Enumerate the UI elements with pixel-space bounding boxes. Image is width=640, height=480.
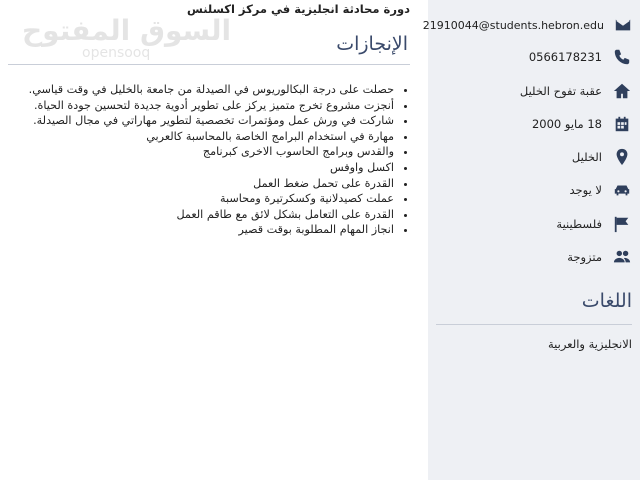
list-item: • القدرة على تحمل ضغط العمل	[14, 176, 394, 192]
list-item: • انجاز المهام المطلوبة بوقت قصير	[14, 222, 394, 238]
marital-status-text: متزوجة	[567, 250, 602, 264]
opensooq-watermark	[22, 16, 231, 60]
home-icon	[612, 81, 632, 101]
list-item: • مهارة في استخدام البرامج الخاصة بالمحاسبة كالعربي	[14, 129, 394, 145]
list-item: • أنجزت مشروع تخرج متميز يركز على تطوير أدوية جديدة لتحسين جودة الحياة.	[14, 98, 394, 114]
list-item: • حصلت على درجة البكالوريوس في الصيدلة من جامعة بالخليل في وقت قياسي.	[14, 82, 394, 98]
address-row	[436, 80, 632, 102]
car-icon	[612, 180, 632, 200]
languages-title: اللغات	[581, 290, 632, 312]
languages-divider	[436, 324, 632, 325]
nationality-row	[436, 213, 632, 235]
course-line: دورة محادثة انجليزية في مركز اكسلنس	[186, 2, 410, 16]
city-row	[436, 146, 632, 168]
languages-text: الانجليزية والعربية	[547, 337, 632, 351]
birthdate-row	[436, 113, 632, 135]
sidebar	[422, 0, 640, 480]
phone-text: 0566178231	[528, 50, 602, 64]
envelope-icon	[614, 15, 632, 35]
address-text: عقبة تفوح الخليل	[519, 84, 602, 98]
list-item: • القدرة على التعامل بشكل لائق مع طاقم العمل	[14, 207, 394, 223]
list-item: • والقدس وبرامج الحاسوب الاخرى كبرنامج	[14, 144, 394, 160]
email-text: 21910044@students.hebron.edu	[422, 18, 604, 32]
users-icon	[612, 247, 632, 267]
list-item: • اكسل واوفس	[14, 160, 394, 176]
birthdate-text: 18 مايو 2000	[531, 117, 602, 131]
email-row	[422, 14, 632, 36]
flag-icon	[612, 214, 632, 234]
car-row	[436, 179, 632, 201]
phone-row	[436, 46, 632, 68]
achievements-list	[14, 82, 408, 238]
list-item: • شاركت في ورش عمل ومؤتمرات تخصصية لتطوير مهاراتي في مجال الصيدلة.	[14, 113, 394, 129]
phone-icon	[612, 47, 632, 67]
achievements-divider	[8, 64, 410, 65]
achievements-title: الإنجازات	[336, 33, 408, 55]
calendar-icon	[612, 114, 632, 134]
list-item: • عملت كصيدلانية وكسكرتيرة ومحاسبة	[14, 191, 394, 207]
city-text: الخليل	[571, 150, 602, 164]
watermark-arabic: السوق المفتوح	[22, 14, 232, 47]
marital-status-row	[436, 246, 632, 268]
watermark-latin: opensooq	[82, 45, 151, 61]
nationality-text: فلسطينية	[556, 217, 602, 231]
location-pin-icon	[612, 147, 632, 167]
car-text: لا يوجد	[569, 183, 602, 197]
